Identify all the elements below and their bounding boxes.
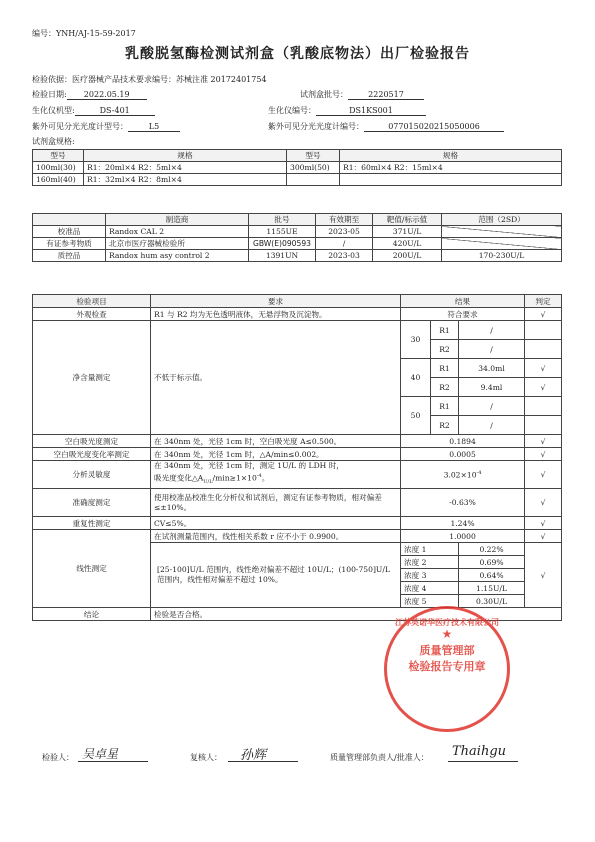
level-label: 浓度 2 (401, 556, 459, 569)
net-r-label: R2 (431, 416, 459, 435)
spectro-model-label: 紫外可见分光光度计型号： (32, 122, 128, 131)
calib-header: 范围（2SD） (442, 214, 562, 226)
basis-value: 医疗器械产品技术要求编号：苏械注准 20172401754 (72, 75, 267, 84)
date-value: 2022.05.19 (67, 90, 147, 100)
level-value: 0.69% (459, 556, 525, 569)
net-r-label: R1 (431, 359, 459, 378)
judge-cell: √ (525, 461, 562, 489)
spec-header: 规格 (340, 150, 562, 162)
calib-header: 批号 (249, 214, 316, 226)
stamp-line2: 检验报告专用章 (408, 660, 486, 673)
calib-cell: 1391UN (249, 250, 316, 262)
sensitivity-req-end: 。 (261, 474, 270, 483)
net-value: 9.4ml (459, 378, 525, 397)
result-cell: 0.0005 (401, 448, 525, 461)
calib-header: 制造商 (106, 214, 249, 226)
basis-line (32, 74, 267, 85)
table-row (33, 489, 562, 517)
calib-cell: / (316, 238, 373, 250)
item-cell: 线性测定 (33, 530, 151, 608)
calib-cell: 200U/L (373, 250, 442, 262)
judge-cell (525, 397, 562, 416)
item-cell: 结论 (33, 608, 151, 621)
level-value: 0.30U/L (459, 595, 525, 608)
conclusion-cell: 检验是否合格。 (151, 608, 562, 621)
table-row (33, 226, 562, 238)
level-value: 0.64% (459, 569, 525, 582)
result-cell (401, 461, 525, 489)
table-row (33, 530, 562, 543)
requirement-cell: 使用校准品校准生化分析仪和试剂后，测定有证参考物质，相对偏差≤±10%。 (151, 489, 401, 517)
calib-cell: 170-230U/L (442, 250, 562, 262)
judge-cell (525, 340, 562, 359)
reviewer-signature: 孙辉 (240, 748, 267, 763)
inspector-label: 检验人： (42, 753, 74, 762)
inspection-header: 检验项目 (33, 295, 151, 308)
calibrator-table (32, 213, 562, 262)
calib-cell: 371U/L (373, 226, 442, 238)
calib-cell: Randox hum asy control 2 (106, 250, 249, 262)
star-icon: ★ (441, 627, 453, 641)
level-value: 0.22% (459, 543, 525, 556)
spec-cell: 160ml(40) (33, 174, 84, 186)
judge-cell: √ (525, 489, 562, 517)
report-title: 乳酸脱氢酶检测试剂盒（乳酸底物法）出厂检验报告 (125, 46, 470, 62)
result-cell: -0.63% (401, 489, 525, 517)
analyzer-line (32, 105, 155, 116)
judge-cell: √ (525, 378, 562, 397)
item-cell: 空白吸光度测定 (33, 435, 151, 448)
approver-label: 质量管理部负责人/批准人： (330, 753, 429, 762)
net-r-label: R2 (431, 340, 459, 359)
spectro-no-line (268, 121, 504, 132)
item-cell: 空白吸光度变化率测定 (33, 448, 151, 461)
item-cell: 重复性测定 (33, 517, 151, 530)
sensitivity-req-sub: U/L (203, 479, 213, 486)
calib-header: 靶值/标示值 (373, 214, 442, 226)
sensitivity-result-sup: -4 (476, 469, 482, 476)
analyzer-no-line (268, 105, 426, 116)
spectro-model-value: L5 (128, 122, 180, 132)
reviewer-line (228, 761, 298, 762)
requirement-cell: 在 340nm 处，光径 1cm 时，空白吸光度 A≤0.500。 (151, 435, 401, 448)
calib-empty-cell (442, 226, 562, 238)
requirement-cell: R1 与 R2 均为无色透明液体，无悬浮物及沉淀物。 (151, 308, 401, 321)
result-cell: 1.0000 (401, 530, 525, 543)
net-size-cell: 40 (401, 359, 431, 397)
level-label: 浓度 5 (401, 595, 459, 608)
table-row (33, 238, 562, 250)
analyzer-label: 生化仪机型: (32, 106, 75, 115)
spec-table (32, 149, 562, 186)
level-label: 浓度 4 (401, 582, 459, 595)
inspection-header: 判定 (525, 295, 562, 308)
analyzer-no-value: DS1KS001 (316, 106, 426, 116)
date-line (32, 89, 147, 100)
table-row (33, 308, 562, 321)
result-cell: 1.24% (401, 517, 525, 530)
net-value: / (459, 340, 525, 359)
table-row (33, 448, 562, 461)
net-value: 34.0ml (459, 359, 525, 378)
quality-stamp (384, 606, 510, 732)
item-cell: 外观检查 (33, 308, 151, 321)
table-row (33, 174, 562, 186)
basis-label: 检验依据： (32, 75, 72, 84)
level-label: 浓度 3 (401, 569, 459, 582)
spec-cell: R1：20ml×4 R2：5ml×4 (84, 162, 287, 174)
net-r-label: R1 (431, 321, 459, 340)
spec-cell: 100ml(30) (33, 162, 84, 174)
inspection-header: 要求 (151, 295, 401, 308)
calib-header: 有效期至 (316, 214, 373, 226)
spectro-no-value: 077015020215050006 (364, 122, 504, 132)
date-label: 检验日期: (32, 90, 67, 99)
item-cell: 分析灵敏度 (33, 461, 151, 489)
net-size-cell: 50 (401, 397, 431, 435)
inspector-line (78, 761, 148, 762)
net-size-cell: 30 (401, 321, 431, 359)
spec-cell (287, 174, 340, 186)
spec-header: 型号 (287, 150, 340, 162)
reviewer-label: 复核人： (190, 753, 222, 762)
requirement-cell: 在试剂测量范围内，线性相关系数 r 应不小于 0.9900。 (151, 530, 401, 543)
requirement-cell: 在 340nm 处，光径 1cm 时，△A/min≤0.002。 (151, 448, 401, 461)
judge-cell (525, 416, 562, 435)
item-cell: 净含量测定 (33, 321, 151, 435)
table-row (33, 321, 562, 340)
approver-line (448, 761, 518, 762)
judge-cell: √ (525, 308, 562, 321)
approver-signature: Thaihgu (452, 744, 507, 759)
spec-cell: R1：60ml×4 R2：15ml×4 (340, 162, 562, 174)
document-number: 编号：YNH/AJ-15-59-2017 (32, 29, 136, 38)
calib-cell: 2023-05 (316, 226, 373, 238)
calib-cell: 质控品 (33, 250, 106, 262)
sensitivity-req-tail: /min≥1×10 (212, 474, 257, 483)
stamp-inner (387, 643, 507, 675)
calib-cell: Randox CAL 2 (106, 226, 249, 238)
sensitivity-req-line2: 吸光度变化△A (154, 474, 204, 483)
net-r-label: R1 (431, 397, 459, 416)
kit-spec-label: 试剂盒规格: (32, 137, 75, 146)
requirement-cell: [25-100]U/L 范围内，线性绝对偏差不超过 10U/L；(100-750]U/L 范围内，线性相对偏差不超过 10%。 (151, 543, 401, 608)
spec-cell (340, 174, 562, 186)
calib-cell: 2023-03 (316, 250, 373, 262)
analyzer-no-label: 生化仪编号： (268, 106, 316, 115)
judge-cell (525, 321, 562, 340)
level-label: 浓度 1 (401, 543, 459, 556)
judge-cell: √ (525, 530, 562, 543)
calib-cell: GBW(E)090593 (249, 238, 316, 250)
net-value: / (459, 397, 525, 416)
calib-cell: 北京市医疗器械检验所 (106, 238, 249, 250)
spectro-model-line (32, 121, 180, 132)
requirement-cell (151, 461, 401, 489)
stamp-ring-text: 江苏英诺华医疗技术有限公司 (395, 617, 499, 627)
spec-header: 规格 (84, 150, 287, 162)
inspection-header: 结果 (401, 295, 525, 308)
table-row (33, 162, 562, 174)
requirement-cell: CV≤5%。 (151, 517, 401, 530)
spec-cell: R1：32ml×4 R2：8ml×4 (84, 174, 287, 186)
lot-label: 试剂盒批号： (300, 90, 348, 99)
stamp-line1: 质量管理部 (419, 644, 475, 657)
sensitivity-req-sup: -4 (256, 473, 262, 480)
table-row (33, 250, 562, 262)
judge-cell: √ (525, 359, 562, 378)
table-row (33, 517, 562, 530)
analyzer-value: DS-401 (75, 106, 155, 116)
table-row (33, 435, 562, 448)
calib-cell: 420U/L (373, 238, 442, 250)
inspector-signature: 吴卓星 (82, 747, 119, 761)
sensitivity-req-line1: 在 340nm 处，光径 1cm 时，测定 1U/L 的 LDH 时， (154, 461, 344, 471)
item-cell: 准确度测定 (33, 489, 151, 517)
calib-empty-cell (442, 238, 562, 250)
spec-header: 型号 (33, 150, 84, 162)
lot-line (300, 89, 424, 100)
table-row (33, 461, 562, 489)
calib-cell: 校准品 (33, 226, 106, 238)
sensitivity-result: 3.02×10 (443, 470, 477, 480)
net-r-label: R2 (431, 378, 459, 397)
spectro-no-label: 紫外可见分光光度计编号： (268, 122, 364, 131)
calib-cell: 有证参考物质 (33, 238, 106, 250)
judge-cell: √ (525, 543, 562, 608)
result-cell: 0.1894 (401, 435, 525, 448)
level-value: 1.15U/L (459, 582, 525, 595)
judge-cell: √ (525, 435, 562, 448)
calib-header (33, 214, 106, 226)
spec-cell: 300ml(50) (287, 162, 340, 174)
requirement-cell: 不低于标示值。 (151, 321, 401, 435)
net-value: / (459, 416, 525, 435)
calib-cell: 1155UE (249, 226, 316, 238)
judge-cell: √ (525, 448, 562, 461)
lot-value: 2220517 (348, 90, 424, 100)
inspection-table (32, 294, 562, 621)
net-value: / (459, 321, 525, 340)
judge-cell: √ (525, 517, 562, 530)
result-cell: 符合要求 (401, 308, 525, 321)
